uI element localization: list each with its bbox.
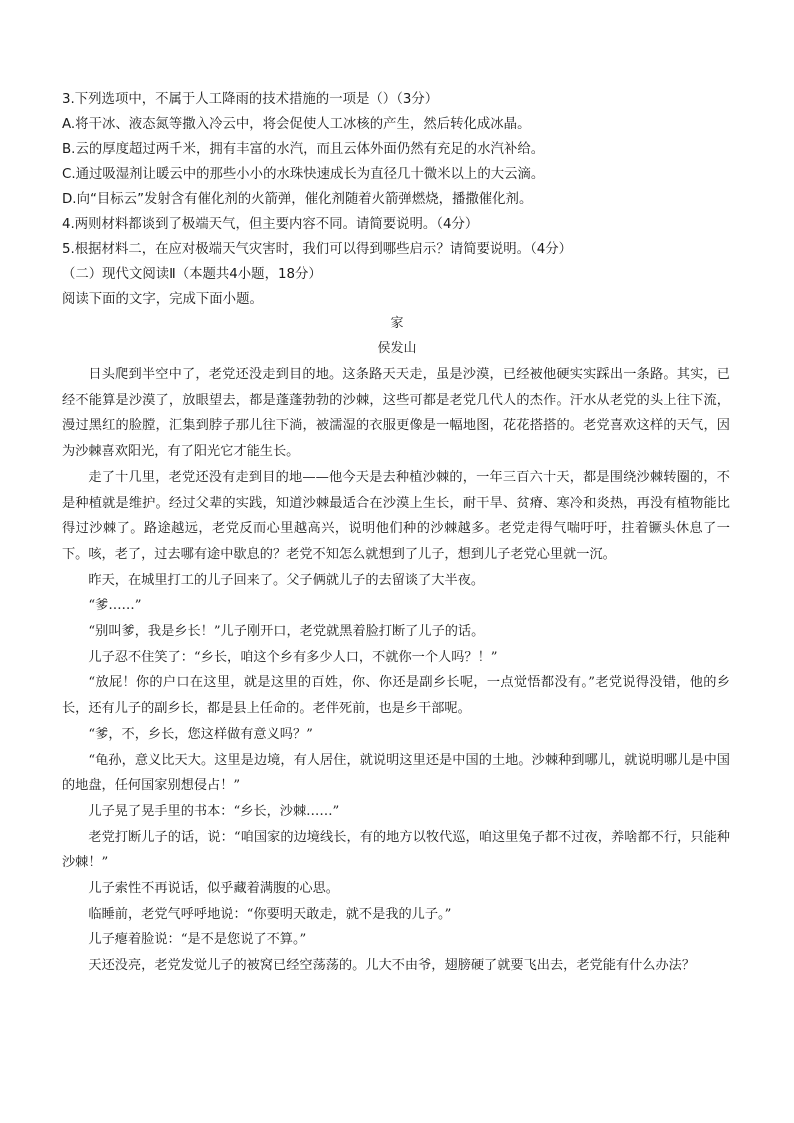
story-paragraph: 临睡前，老党气呼呼地说：“你要明天敢走，就不是我的儿子。”: [88, 906, 452, 922]
section-heading: （二）现代文阅读Ⅱ（本题共4小题，18分）: [62, 267, 322, 282]
question-3-option-b: B.云的厚度超过两千米，拥有丰富的水汽，而且云体外面仍然有充足的水汽补给。: [62, 142, 545, 157]
question-3-option-a: A.将干冰、液态氮等撒入冷云中，将会促使人工冰核的产生，然后转化成冰晶。: [62, 117, 531, 132]
story-paragraph: 老党打断儿子的话，说：“咱国家的边境线长，有的地方以牧代巡，咱这里兔子都不过夜，养啥都不行，只能种沙棘！”: [62, 829, 730, 871]
story-paragraph: 日头爬到半空中了，老党还没走到目的地。这条路天天走，虽是沙漠，已经被他硬实实踩出一条路。其实，已经不能算是沙漠了，放眼望去，都是蓬蓬勃勃的沙棘，这些可都是老党几代人的杰作。汗水从老党的头上往下流，漫过黑红的脸膛，汇集到脖子那儿往下淌，被濡湿的衣服更像是一幅地图，花花搭搭的。老党喜欢这样的天气，因为沙棘喜欢阳光，有了阳光它才能生长。: [62, 367, 730, 460]
story-paragraph: 昨天，在城里打工的儿子回来了。父子俩就儿子的去留谈了大半夜。: [88, 572, 485, 588]
story-body: [62, 362, 730, 979]
question-3-stem: 3.下列选项中，不属于人工降雨的技术措施的一项是（）（3分）: [62, 92, 439, 107]
question-5: 5.根据材料二，在应对极端天气灾害时，我们可以得到哪些启示？请简要说明。（4分）: [62, 242, 573, 257]
question-4: 4.两则材料都谈到了极端天气，但主要内容不同。请简要说明。（4分）: [62, 217, 479, 232]
story-paragraph: “爹……”: [88, 598, 142, 614]
question-3-option-c: C.通过吸湿剂让暖云中的那些小小的水珠快速成长为直径几十微米以上的大云滴。: [62, 167, 545, 182]
story-paragraph: “别叫爹，我是乡长！”儿子刚开口，老党就黑着脸打断了儿子的话。: [88, 624, 485, 640]
story-paragraph: 儿子瘪着脸说：“是不是您说了不算。”: [88, 932, 307, 948]
story-paragraph: 儿子索性不再说话，似乎藏着满腹的心思。: [88, 881, 339, 897]
story-paragraph: 儿子忍不住笑了：“乡长，咱这个乡有多少人口，不就你一个人吗？！”: [88, 649, 498, 665]
story-paragraph: “龟孙，意义比天大。这里是边境，有人居住，就说明这里还是中国的土地。沙棘种到哪儿，就说明哪儿是中国的地盘，任何国家别想侵占！”: [62, 752, 730, 794]
question-3-option-d: D.向“目标云”发射含有催化剂的火箭弹，催化剂随着火箭弹燃烧，播撒催化剂。: [62, 192, 533, 207]
story-paragraph: 走了十几里，老党还没有走到目的地——他今天是去种植沙棘的，一年三百六十天，都是围绕沙棘转圈的，不是种植就是维护。经过父辈的实践，知道沙棘最适合在沙漠上生长，耐干旱、贫瘠、寒冷和炎热，再没有植物能比得过沙棘了。路途越远，老党反而心里越高兴，说明他们种的沙棘越多。老党走得气喘吁吁，拄着镢头休息了一下。咳，老了，过去哪有途中歇息的？老党不知怎么就想到了儿子，想到儿子老党心里就一沉。: [62, 469, 730, 562]
story-title: 家: [390, 316, 404, 331]
story-paragraph: “爹，不，乡长，您这样做有意义吗？”: [88, 726, 313, 742]
story-paragraph: “放屁！你的户口在这里，就是这里的百姓，你、你还是副乡长呢，一点觉悟都没有。”老党说得没错，他的乡长，还有儿子的副乡长，都是县上任命的。老伴死前，也是乡干部呢。: [62, 675, 730, 717]
story-paragraph: 儿子晃了晃手里的书本：“乡长，沙棘……”: [88, 803, 340, 819]
reading-instruction: 阅读下面的文字，完成下面小题。: [62, 292, 263, 307]
story-author: 侯发山: [377, 341, 417, 356]
story-paragraph: 天还没亮，老党发觉儿子的被窝已经空荡荡的。儿大不由爷，翅膀硬了就要飞出去，老党能有什么办法？: [88, 958, 696, 974]
